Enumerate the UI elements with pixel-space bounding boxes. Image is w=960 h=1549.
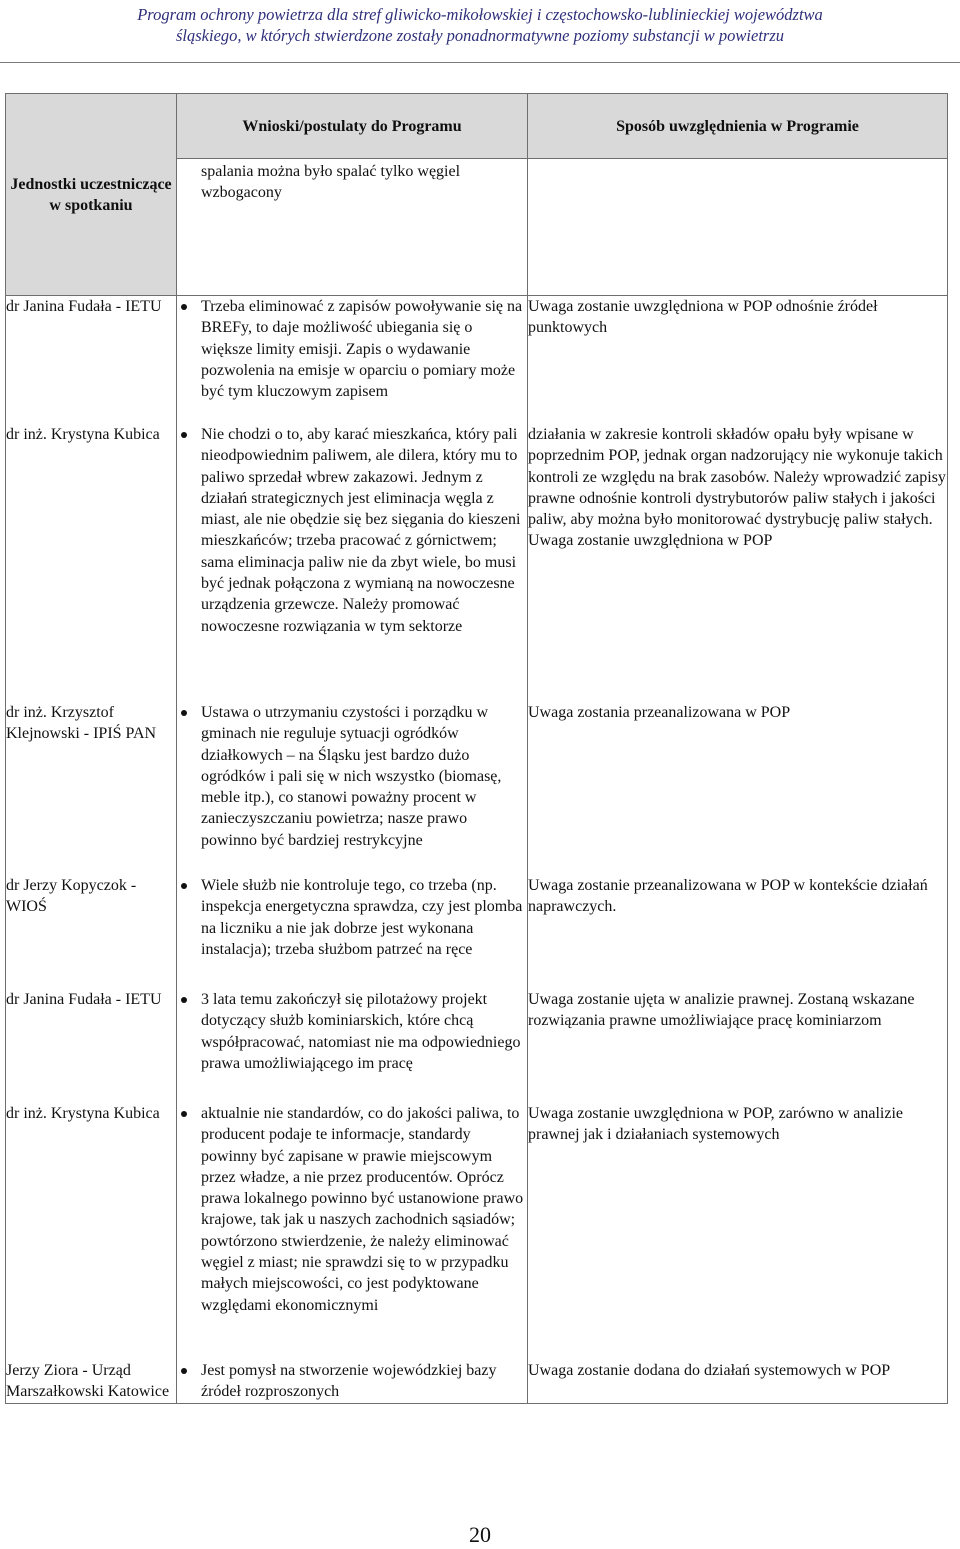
- proposals-cell: [177, 296, 528, 1404]
- bullet-icon: [181, 432, 187, 438]
- bullet-icon: [181, 1368, 187, 1374]
- page-header: [0, 4, 960, 46]
- column-header-proposals: Wnioski/postulaty do Programu: [177, 94, 528, 159]
- response-text: Uwaga zostania przeanalizowana w POP: [528, 704, 791, 721]
- responses-cell: [528, 296, 948, 1404]
- table-row-entries: [6, 296, 948, 1404]
- attendee-name: dr inż. Krzysztof Klejnowski - IPIŚ PAN: [6, 704, 157, 743]
- response-text: Uwaga zostanie uwzględniona w POP odnośnie źródeł punktowych: [528, 298, 878, 337]
- proposal-cell: [177, 159, 528, 296]
- attendee-name: dr Janina Fudała - IETU: [6, 298, 162, 315]
- attendee-name: dr inż. Krystyna Kubica: [6, 1105, 160, 1122]
- proposal-item: [177, 424, 527, 702]
- response-text: Uwaga zostanie przeanalizowana w POP w kontekście działań naprawczych.: [528, 877, 928, 916]
- column-header-response: Sposób uwzględnienia w Programie: [528, 94, 948, 159]
- proposal-text: 3 lata temu zakończył się pilotażowy projekt dotyczący służb kominiarskich, które chcą współpracować, natomiast nie ma odpowiedniego prawa umożliwiającego im pracę: [201, 991, 521, 1072]
- proposal-item: [177, 1360, 527, 1403]
- proposal-item: [177, 702, 527, 875]
- column-header-attendees: Jednostki uczestniczące w spotkaniu: [6, 94, 177, 296]
- response-text: Uwaga zostanie uwzględniona w POP, zarówno w analizie prawnej jak i działaniach systemowych: [528, 1105, 903, 1144]
- page-number: 20: [469, 1522, 491, 1547]
- proposal-item: [177, 296, 527, 424]
- bullet-icon: [181, 1111, 187, 1117]
- proposal-text: Nie chodzi o to, aby karać mieszkańca, który pali nieodpowiednim paliwem, ale dilera, który mu to paliwo sprzedał wbrew zakazowi. Jednym z działań strategicznych jest eliminacja węgla z miast, ale nie obędzie się bez sięgania do kieszeni mieszkańców; trzeba pracować z górnictwem; sama eliminacja paliw nie da zbyt wiele, bo musi być jednak połączona z wymianą na nowoczesne urządzenia grzewcze. Należy promować nowoczesne rozwiązania w tym sektorze: [201, 426, 521, 635]
- response-text: Uwaga zostanie ujęta w analizie prawnej. Zostaną wskazane rozwiązania prawne umożliwiające pracę kominiarzom: [528, 991, 915, 1030]
- bullet-icon: [181, 997, 187, 1003]
- response-text: działania w zakresie kontroli składów opału były wpisane w poprzednim POP, jednak organ nadzorujący nie wykonuje takich kontroli ze względu na brak zasobów. Należy wprowadzić zapisy prawne odnośnie kontroli dystrybutorów paliw stałych i jakości paliw, aby można było monitorować dystrybucję paliw stałych. Uwaga zostanie uwzględniona w POP: [528, 426, 946, 550]
- attendee-name: dr inż. Krystyna Kubica: [6, 426, 160, 443]
- proposal-item: [177, 989, 527, 1103]
- bullet-icon: [181, 304, 187, 310]
- header-divider: [0, 62, 960, 63]
- proposal-item: [177, 875, 527, 989]
- proposal-text: Trzeba eliminować z zapisów powoływanie się na BREFy, to daje możliwość ubiegania się o większe limity emisji. Zapis o wydawanie pozwolenia na emisje w oparciu o pomiary może być tym kluczowym zapisem: [201, 298, 523, 401]
- table-header-row: [6, 94, 948, 159]
- attendee-name: dr Janina Fudała - IETU: [6, 991, 162, 1008]
- response-text: Uwaga zostanie dodana do działań systemowych w POP: [528, 1362, 891, 1379]
- proposal-text: aktualnie nie standardów, co do jakości paliwa, to producent podaje te informacje, standardy powinny być zapisane w prawie miejscowym przez władze, a nie przez producentów. Oprócz prawa lokalnego powinno być ustanowione prawo krajowe, tak jak u naszych zachodnich sąsiadów; powtórzono stwierdzenie, że należy eliminować węgiel z miast; nie sprawdzi się to w przypadku małych miejscowości, co jest podyktowane względami ekonomicznymi: [201, 1105, 524, 1314]
- attendees-cell: [6, 296, 177, 1404]
- attendee-name: Jerzy Ziora - Urząd Marszałkowski Katowice: [6, 1362, 170, 1401]
- response-cell: [528, 159, 948, 296]
- continued-proposal-text: spalania można było spalać tylko węgiel wzbogacony: [201, 163, 461, 202]
- bullet-icon: [181, 710, 187, 716]
- proposal-text: Wiele służb nie kontroluje tego, co trzeba (np. inspekcja energetyczna sprawdza, czy jest plomba na liczniku a nie jak dobrze jest wykonana instalacja); trzeba służbom patrzeć na ręce: [201, 877, 523, 958]
- proposals-table: [5, 93, 948, 1404]
- proposal-text: Ustawa o utrzymaniu czystości i porządku w gminach nie reguluje sytuacji ogródków działkowych – na Śląsku jest bardzo dużo ogródków i pali się w nich wszystko (biomasę, meble itp.), co stanowi poważny procent w zanieczyszczaniu powietrza; nasze prawo powinno być bardziej restrykcyjne: [201, 704, 502, 849]
- proposal-text: Jest pomysł na stworzenie wojewódzkiej bazy źródeł rozproszonych: [201, 1362, 497, 1401]
- proposal-item: [177, 1103, 527, 1360]
- page-header-line-2: śląskiego, w których stwierdzone zostały ponadnormatywne poziomy substancji w powietrzu: [175, 26, 785, 45]
- page-header-line-1: Program ochrony powietrza dla stref gliwicko-mikołowskiej i częstochowsko-lublinieckiej województwa: [137, 5, 823, 24]
- attendee-name: dr Jerzy Kopyczok - WIOŚ: [6, 877, 137, 916]
- bullet-icon: [181, 883, 187, 889]
